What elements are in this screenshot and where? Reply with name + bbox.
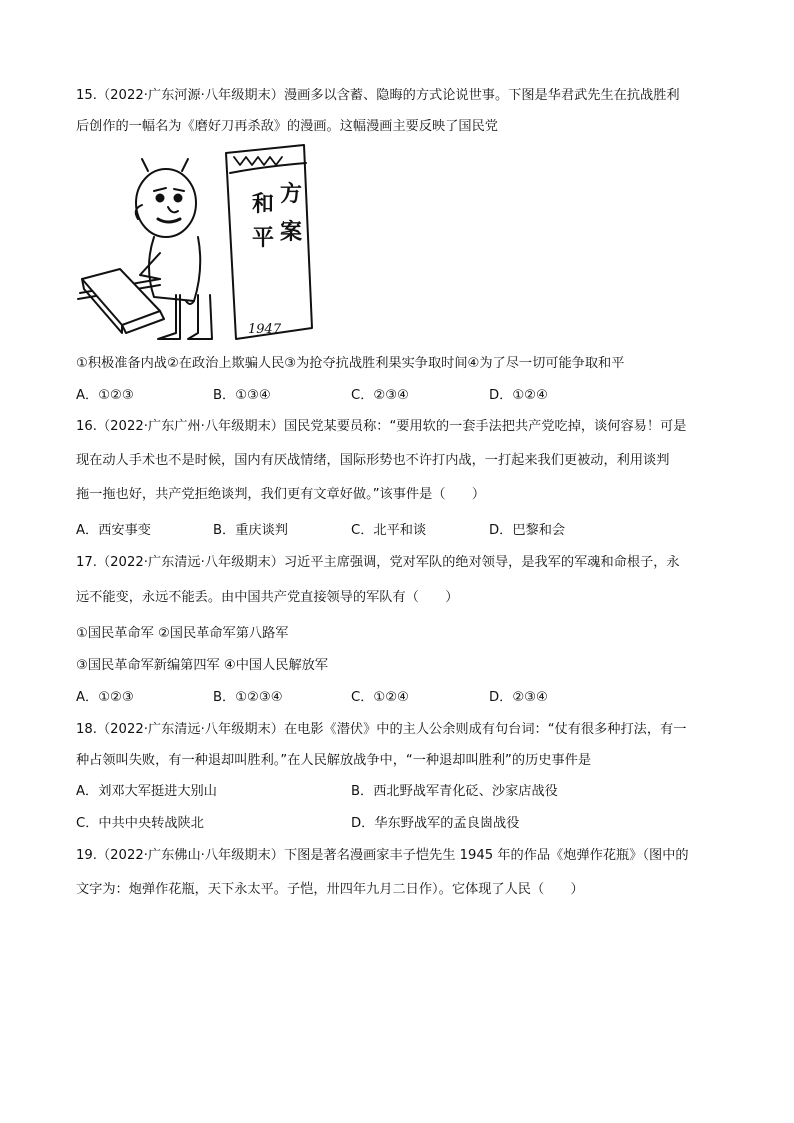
q17-stem-line2: 远不能变，永远不能丢。由中国共产党直接领导的军队有（ ） bbox=[76, 590, 459, 605]
q18-stem-line2: 种占领叫失败，有一种退却叫胜利。”在人民解放战争中，“一种退却叫胜利”的历史事件是 bbox=[76, 753, 592, 768]
cartoon-year: 1947 bbox=[248, 322, 282, 337]
q15-cartoon-image bbox=[76, 143, 316, 343]
q16-option-b[interactable]: B．重庆谈判 bbox=[213, 523, 288, 538]
q15-option-d[interactable]: D．①②④ bbox=[489, 388, 548, 403]
q15-option-a[interactable]: A．①②③ bbox=[76, 388, 134, 403]
q16-stem-line1: 16.（2022·广东广州·八年级期末）国民党某要员称：“要用软的一套手法把共产党吃掉，谈何容易！可是 bbox=[76, 419, 687, 434]
q16-stem-line3: 拖一拖也好，共产党拒绝谈判，我们更有文章好做。”该事件是（ ） bbox=[76, 487, 486, 502]
q17-option-a[interactable]: A．①②③ bbox=[76, 690, 134, 705]
q17-statement-line2: ③国民革命军新编第四军 ④中国人民解放军 bbox=[76, 658, 329, 673]
q18-option-a[interactable]: A．刘邓大军挺进大别山 bbox=[76, 784, 217, 799]
cartoon-sign-char-1: 和 bbox=[252, 191, 275, 217]
q18-option-c[interactable]: C．中共中央转战陕北 bbox=[76, 816, 204, 831]
q16-stem-line2: 现在动人手术也不是时候，国内有厌战情绪，国际形势也不许打内战，一打起来我们更被动，利用谈判 bbox=[76, 453, 670, 468]
q17-option-d[interactable]: D．②③④ bbox=[489, 690, 548, 705]
q19-stem-line1: 19.（2022·广东佛山·八年级期末）下图是著名漫画家丰子恺先生 1945 年的作品《炮弹作花瓶》（图中的 bbox=[76, 848, 689, 863]
q15-option-c[interactable]: C．②③④ bbox=[351, 388, 409, 403]
q18-option-b[interactable]: B．西北野战军青化砭、沙家店战役 bbox=[351, 784, 558, 799]
q15-statements: ①积极准备内战②在政治上欺骗人民③为抢夺抗战胜利果实争取时间④为了尽一切可能争取和平 bbox=[76, 356, 625, 371]
q17-option-c[interactable]: C．①②④ bbox=[351, 690, 409, 705]
q15-stem-line1: 15.（2022·广东河源·八年级期末）漫画多以含蓄、隐晦的方式论说世事。下图是华君武先生在抗战胜利 bbox=[76, 88, 680, 103]
q19-stem-line2: 文字为：炮弹作花瓶，天下永太平。子恺，卅四年九月二日作）。它体现了人民（ ） bbox=[76, 882, 584, 897]
q17-statement-line1: ①国民革命军 ②国民革命军第八路军 bbox=[76, 626, 289, 641]
q17-option-b[interactable]: B．①②③④ bbox=[213, 690, 283, 705]
q16-option-a[interactable]: A．西安事变 bbox=[76, 523, 151, 538]
q16-option-c[interactable]: C．北平和谈 bbox=[351, 523, 427, 538]
q15-stem-line2: 后创作的一幅名为《磨好刀再杀敌》的漫画。这幅漫画主要反映了国民党 bbox=[76, 119, 498, 134]
q18-stem-line1: 18.（2022·广东清远·八年级期末）在电影《潜伏》中的主人公余则成有句台词：“仗有很多种打法，有一 bbox=[76, 722, 687, 737]
cartoon-sign-char-4: 案 bbox=[280, 219, 303, 245]
cartoon-sign-char-3: 平 bbox=[252, 225, 275, 251]
q17-stem-line1: 17.（2022·广东清远·八年级期末）习近平主席强调，党对军队的绝对领导，是我军的军魂和命根子，永 bbox=[76, 555, 680, 570]
q18-option-d[interactable]: D．华东野战军的孟良崮战役 bbox=[351, 816, 520, 831]
q16-option-d[interactable]: D．巴黎和会 bbox=[489, 523, 566, 538]
q15-option-b[interactable]: B．①③④ bbox=[213, 388, 271, 403]
cartoon-sign-char-2: 方 bbox=[280, 181, 303, 207]
